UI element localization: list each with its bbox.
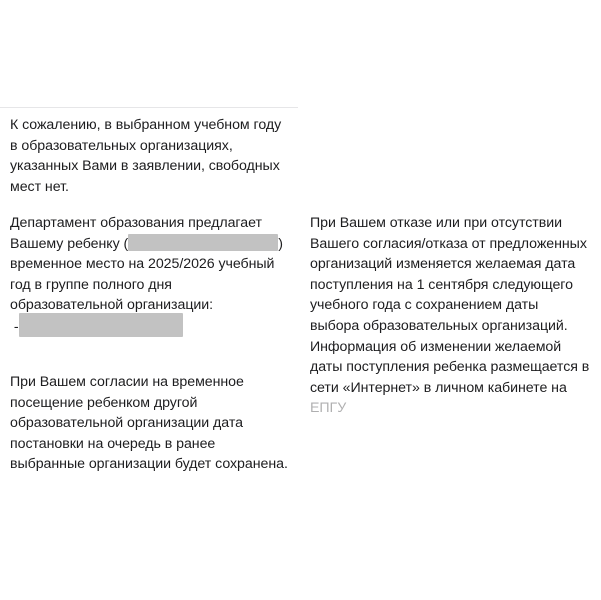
text-fragment: Вашему ребенку ( [10,235,129,252]
text-line: организаций изменяется желаемая дата [310,256,576,273]
text-line: постановки на очередь в ранее [10,435,216,452]
text-line: год в группе полного дня [10,276,172,293]
text-line: образовательной организации дата [10,415,243,432]
text-line: выбора образовательных организаций. [310,317,568,334]
no-places-paragraph [10,115,281,197]
text-line: указанных Вами в заявлении, свободных [10,158,280,175]
text-line: посещение ребенком другой [10,394,198,411]
text-line: выбранные организации будет сохранена. [10,456,288,473]
list-dash: - [10,318,19,335]
text-line: Вашего согласия/отказа от предложенных [310,235,587,252]
text-line: сети «Интернет» в личном кабинете на [310,379,567,396]
text-line: При Вашем отказе или при отсутствии [310,215,562,231]
consent-paragraph [10,372,288,475]
text-line: временное место на 2025/2026 учебный [10,256,275,273]
offer-paragraph [10,213,283,338]
child-line [10,234,283,255]
text-line: мест нет. [10,178,69,195]
text-line: Департамент образования предлагает [10,215,262,231]
text-line: учебного года с сохранением даты [310,297,539,314]
child-name-redacted [128,234,278,251]
text-line: поступления на 1 сентября следующего [310,276,573,293]
top-divider [0,107,298,108]
text-line: даты поступления ребенка размещается в [310,359,590,376]
organization-redacted [19,313,183,337]
text-line: образовательной организации: [10,297,214,314]
text-line: Информация об изменении желаемой [310,338,562,355]
refusal-paragraph [310,213,590,417]
text-line: К сожалению, в выбранном учебном году [10,117,282,133]
text-line: в образовательных организациях, [10,137,233,154]
text-fragment: ) [278,235,283,252]
organization-line [10,317,283,338]
cut-off-text-line: ЕПГУ [310,400,347,417]
text-line: При Вашем согласии на временное [10,374,244,390]
